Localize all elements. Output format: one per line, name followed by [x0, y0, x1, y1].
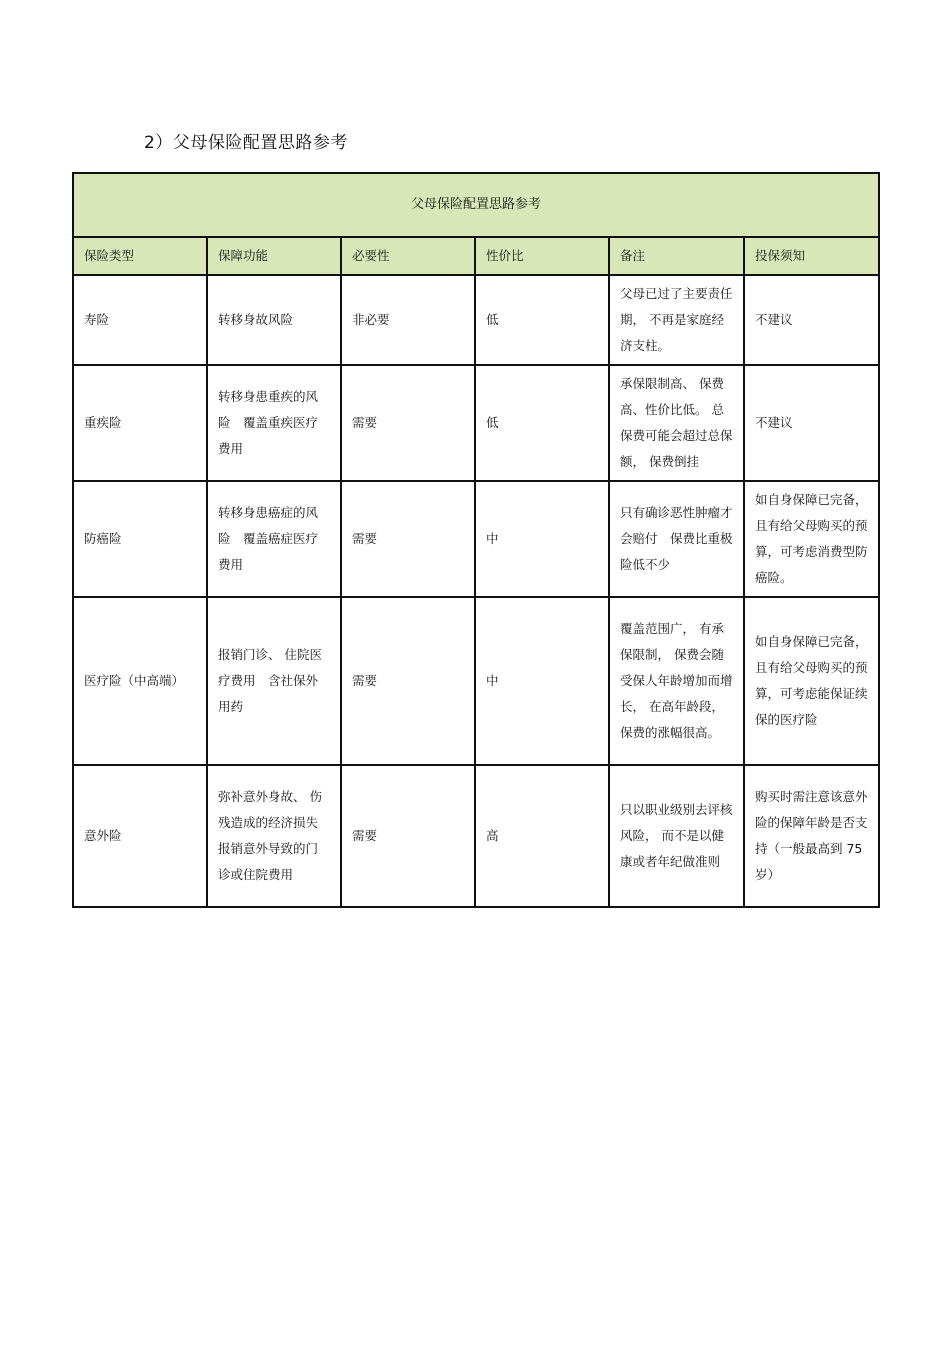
cell-purchase-notes: 不建议 [744, 275, 879, 365]
cell-remarks: 只有确诊恶性肿瘤才会赔付 保费比重极险低不少 [609, 481, 744, 597]
cell-coverage-function: 报销门诊、 住院医疗费用 含社保外用药 [207, 597, 341, 765]
cell-insurance-type: 寿险 [73, 275, 207, 365]
cell-remarks: 父母已过了主要责任期， 不再是家庭经济支柱。 [609, 275, 744, 365]
header-purchase-notes: 投保须知 [744, 237, 879, 275]
cell-purchase-notes: 购买时需注意该意外险的保障年龄是否支持（一般最高到 75 岁） [744, 765, 879, 907]
table-title: 父母保险配置思路参考 [73, 173, 879, 237]
cell-cost-performance: 中 [475, 481, 609, 597]
cell-coverage-function: 转移身患重疾的风险 覆盖重疾医疗费用 [207, 365, 341, 481]
page-heading: 2）父母保险配置思路参考 [144, 133, 348, 153]
cell-remarks: 覆盖范围广， 有承保限制， 保费会随受保人年龄增加而增长， 在高年龄段，保费的涨幅很高。 [609, 597, 744, 765]
cell-necessity: 需要 [341, 481, 475, 597]
cell-cost-performance: 中 [475, 597, 609, 765]
header-coverage-function: 保障功能 [207, 237, 341, 275]
cell-insurance-type: 重疾险 [73, 365, 207, 481]
header-necessity: 必要性 [341, 237, 475, 275]
header-remarks: 备注 [609, 237, 744, 275]
header-cost-performance: 性价比 [475, 237, 609, 275]
cell-coverage-function: 弥补意外身故、 伤残造成的经济损失 报销意外导致的门诊或住院费用 [207, 765, 341, 907]
cell-necessity: 需要 [341, 365, 475, 481]
cell-cost-performance: 低 [475, 275, 609, 365]
cell-necessity: 非必要 [341, 275, 475, 365]
cell-coverage-function: 转移身患癌症的风险 覆盖癌症医疗费用 [207, 481, 341, 597]
table-title-row [73, 173, 879, 237]
header-insurance-type: 保险类型 [73, 237, 207, 275]
cell-insurance-type: 防癌险 [73, 481, 207, 597]
cell-cost-performance: 高 [475, 765, 609, 907]
cell-remarks: 只以职业级别去评核风险， 而不是以健康或者年纪做准则 [609, 765, 744, 907]
cell-purchase-notes: 不建议 [744, 365, 879, 481]
cell-insurance-type: 医疗险（中高端） [73, 597, 207, 765]
cell-purchase-notes: 如自身保障已完备，且有给父母购买的预算，可考虑能保证续保的医疗险 [744, 597, 879, 765]
cell-insurance-type: 意外险 [73, 765, 207, 907]
cell-cost-performance: 低 [475, 365, 609, 481]
table-header-row [73, 237, 879, 275]
table-row [73, 275, 879, 365]
table-row [73, 597, 879, 765]
insurance-plan-table [72, 172, 880, 908]
table-row [73, 481, 879, 597]
cell-necessity: 需要 [341, 765, 475, 907]
table-row [73, 765, 879, 907]
table-row [73, 365, 879, 481]
cell-coverage-function: 转移身故风险 [207, 275, 341, 365]
cell-remarks: 承保限制高、 保费高、性价比低。 总保费可能会超过总保额， 保费倒挂 [609, 365, 744, 481]
cell-necessity: 需要 [341, 597, 475, 765]
cell-purchase-notes: 如自身保障已完备，且有给父母购买的预算，可考虑消费型防癌险。 [744, 481, 879, 597]
